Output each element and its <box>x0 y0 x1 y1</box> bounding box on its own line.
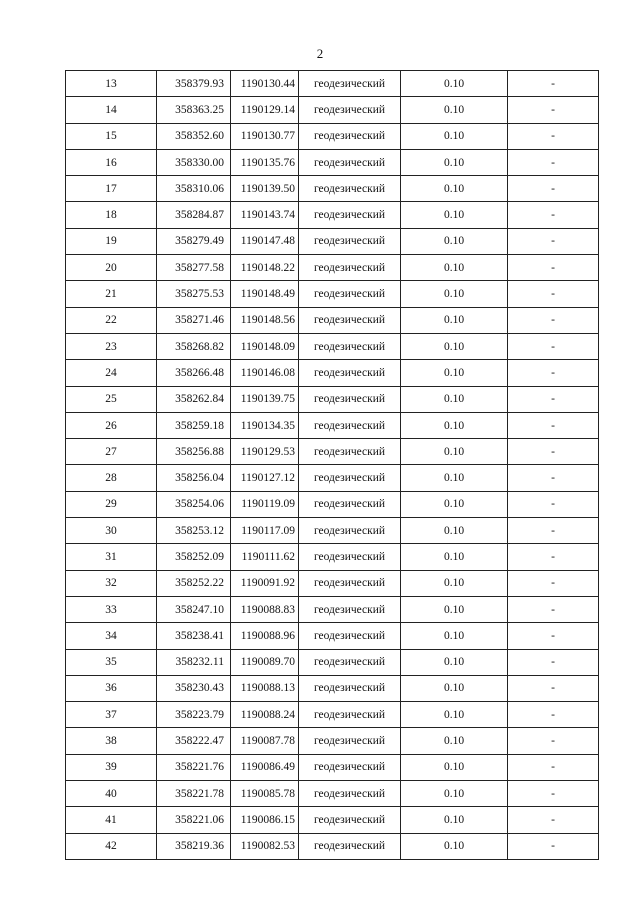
table-row <box>66 439 599 465</box>
y-coordinate-cell: 1190088.83 <box>231 596 299 622</box>
point-number-cell: 17 <box>66 176 157 202</box>
table-row <box>66 596 599 622</box>
method-cell: геодезический <box>299 228 401 254</box>
description-cell: - <box>508 228 599 254</box>
description-cell: - <box>508 649 599 675</box>
table-row <box>66 202 599 228</box>
method-cell: геодезический <box>299 675 401 701</box>
y-coordinate-cell: 1190088.24 <box>231 702 299 728</box>
point-number-cell: 26 <box>66 412 157 438</box>
point-number-cell: 32 <box>66 570 157 596</box>
method-cell: геодезический <box>299 97 401 123</box>
description-cell: - <box>508 623 599 649</box>
accuracy-cell: 0.10 <box>401 754 508 780</box>
point-number-cell: 34 <box>66 623 157 649</box>
x-coordinate-cell: 358254.06 <box>157 491 231 517</box>
x-coordinate-cell: 358271.46 <box>157 307 231 333</box>
method-cell: геодезический <box>299 149 401 175</box>
x-coordinate-cell: 358266.48 <box>157 360 231 386</box>
method-cell: геодезический <box>299 491 401 517</box>
method-cell: геодезический <box>299 71 401 97</box>
table-row <box>66 360 599 386</box>
method-cell: геодезический <box>299 412 401 438</box>
method-cell: геодезический <box>299 702 401 728</box>
point-number-cell: 33 <box>66 596 157 622</box>
method-cell: геодезический <box>299 255 401 281</box>
point-number-cell: 30 <box>66 518 157 544</box>
x-coordinate-cell: 358219.36 <box>157 833 231 859</box>
method-cell: геодезический <box>299 176 401 202</box>
table-row <box>66 807 599 833</box>
y-coordinate-cell: 1190111.62 <box>231 544 299 570</box>
accuracy-cell: 0.10 <box>401 518 508 544</box>
x-coordinate-cell: 358230.43 <box>157 675 231 701</box>
description-cell: - <box>508 465 599 491</box>
point-number-cell: 15 <box>66 123 157 149</box>
point-number-cell: 29 <box>66 491 157 517</box>
table-row <box>66 781 599 807</box>
y-coordinate-cell: 1190139.50 <box>231 176 299 202</box>
point-number-cell: 39 <box>66 754 157 780</box>
table-row <box>66 570 599 596</box>
table-row <box>66 228 599 254</box>
table-row <box>66 412 599 438</box>
accuracy-cell: 0.10 <box>401 728 508 754</box>
accuracy-cell: 0.10 <box>401 491 508 517</box>
y-coordinate-cell: 1190086.15 <box>231 807 299 833</box>
table-row <box>66 386 599 412</box>
table-row <box>66 675 599 701</box>
method-cell: геодезический <box>299 596 401 622</box>
point-number-cell: 23 <box>66 333 157 359</box>
x-coordinate-cell: 358330.00 <box>157 149 231 175</box>
point-number-cell: 31 <box>66 544 157 570</box>
table-row <box>66 833 599 859</box>
accuracy-cell: 0.10 <box>401 781 508 807</box>
description-cell: - <box>508 754 599 780</box>
method-cell: геодезический <box>299 781 401 807</box>
table-row <box>66 333 599 359</box>
page-number: 2 <box>316 46 324 61</box>
description-cell: - <box>508 596 599 622</box>
point-number-cell: 14 <box>66 97 157 123</box>
x-coordinate-cell: 358256.88 <box>157 439 231 465</box>
x-coordinate-cell: 358223.79 <box>157 702 231 728</box>
table-row <box>66 465 599 491</box>
y-coordinate-cell: 1190134.35 <box>231 412 299 438</box>
point-number-cell: 22 <box>66 307 157 333</box>
point-number-cell: 25 <box>66 386 157 412</box>
accuracy-cell: 0.10 <box>401 281 508 307</box>
description-cell: - <box>508 702 599 728</box>
accuracy-cell: 0.10 <box>401 386 508 412</box>
coordinates-table <box>65 70 599 860</box>
accuracy-cell: 0.10 <box>401 833 508 859</box>
point-number-cell: 37 <box>66 702 157 728</box>
y-coordinate-cell: 1190119.09 <box>231 491 299 517</box>
x-coordinate-cell: 358238.41 <box>157 623 231 649</box>
point-number-cell: 21 <box>66 281 157 307</box>
method-cell: геодезический <box>299 570 401 596</box>
x-coordinate-cell: 358268.82 <box>157 333 231 359</box>
y-coordinate-cell: 1190148.09 <box>231 333 299 359</box>
y-coordinate-cell: 1190130.77 <box>231 123 299 149</box>
x-coordinate-cell: 358284.87 <box>157 202 231 228</box>
x-coordinate-cell: 358279.49 <box>157 228 231 254</box>
description-cell: - <box>508 255 599 281</box>
table-row <box>66 702 599 728</box>
accuracy-cell: 0.10 <box>401 123 508 149</box>
table-row <box>66 754 599 780</box>
description-cell: - <box>508 518 599 544</box>
table-row <box>66 649 599 675</box>
description-cell: - <box>508 281 599 307</box>
description-cell: - <box>508 807 599 833</box>
y-coordinate-cell: 1190143.74 <box>231 202 299 228</box>
description-cell: - <box>508 833 599 859</box>
description-cell: - <box>508 570 599 596</box>
x-coordinate-cell: 358259.18 <box>157 412 231 438</box>
y-coordinate-cell: 1190130.44 <box>231 71 299 97</box>
point-number-cell: 13 <box>66 71 157 97</box>
y-coordinate-cell: 1190127.12 <box>231 465 299 491</box>
point-number-cell: 28 <box>66 465 157 491</box>
table-row <box>66 623 599 649</box>
table-row <box>66 149 599 175</box>
y-coordinate-cell: 1190148.22 <box>231 255 299 281</box>
description-cell: - <box>508 781 599 807</box>
accuracy-cell: 0.10 <box>401 702 508 728</box>
accuracy-cell: 0.10 <box>401 675 508 701</box>
y-coordinate-cell: 1190129.53 <box>231 439 299 465</box>
method-cell: геодезический <box>299 518 401 544</box>
accuracy-cell: 0.10 <box>401 202 508 228</box>
accuracy-cell: 0.10 <box>401 412 508 438</box>
method-cell: геодезический <box>299 649 401 675</box>
method-cell: геодезический <box>299 833 401 859</box>
y-coordinate-cell: 1190088.96 <box>231 623 299 649</box>
accuracy-cell: 0.10 <box>401 465 508 491</box>
point-number-cell: 27 <box>66 439 157 465</box>
y-coordinate-cell: 1190089.70 <box>231 649 299 675</box>
description-cell: - <box>508 360 599 386</box>
method-cell: геодезический <box>299 386 401 412</box>
description-cell: - <box>508 728 599 754</box>
table-row <box>66 97 599 123</box>
point-number-cell: 16 <box>66 149 157 175</box>
accuracy-cell: 0.10 <box>401 255 508 281</box>
table-row <box>66 307 599 333</box>
description-cell: - <box>508 202 599 228</box>
y-coordinate-cell: 1190091.92 <box>231 570 299 596</box>
x-coordinate-cell: 358262.84 <box>157 386 231 412</box>
table-row <box>66 71 599 97</box>
x-coordinate-cell: 358222.47 <box>157 728 231 754</box>
description-cell: - <box>508 544 599 570</box>
y-coordinate-cell: 1190139.75 <box>231 386 299 412</box>
x-coordinate-cell: 358275.53 <box>157 281 231 307</box>
method-cell: геодезический <box>299 465 401 491</box>
description-cell: - <box>508 386 599 412</box>
method-cell: геодезический <box>299 307 401 333</box>
point-number-cell: 18 <box>66 202 157 228</box>
table-row <box>66 544 599 570</box>
method-cell: геодезический <box>299 439 401 465</box>
description-cell: - <box>508 149 599 175</box>
x-coordinate-cell: 358232.11 <box>157 649 231 675</box>
description-cell: - <box>508 675 599 701</box>
accuracy-cell: 0.10 <box>401 570 508 596</box>
description-cell: - <box>508 333 599 359</box>
description-cell: - <box>508 97 599 123</box>
y-coordinate-cell: 1190148.56 <box>231 307 299 333</box>
y-coordinate-cell: 1190086.49 <box>231 754 299 780</box>
y-coordinate-cell: 1190148.49 <box>231 281 299 307</box>
y-coordinate-cell: 1190085.78 <box>231 781 299 807</box>
accuracy-cell: 0.10 <box>401 623 508 649</box>
method-cell: геодезический <box>299 281 401 307</box>
y-coordinate-cell: 1190087.78 <box>231 728 299 754</box>
x-coordinate-cell: 358252.09 <box>157 544 231 570</box>
y-coordinate-cell: 1190117.09 <box>231 518 299 544</box>
accuracy-cell: 0.10 <box>401 307 508 333</box>
x-coordinate-cell: 358277.58 <box>157 255 231 281</box>
accuracy-cell: 0.10 <box>401 333 508 359</box>
method-cell: геодезический <box>299 623 401 649</box>
table-row <box>66 728 599 754</box>
accuracy-cell: 0.10 <box>401 228 508 254</box>
x-coordinate-cell: 358363.25 <box>157 97 231 123</box>
coordinates-table-body <box>66 71 599 860</box>
x-coordinate-cell: 358379.93 <box>157 71 231 97</box>
accuracy-cell: 0.10 <box>401 149 508 175</box>
description-cell: - <box>508 412 599 438</box>
description-cell: - <box>508 123 599 149</box>
x-coordinate-cell: 358247.10 <box>157 596 231 622</box>
method-cell: геодезический <box>299 754 401 780</box>
table-row <box>66 491 599 517</box>
point-number-cell: 41 <box>66 807 157 833</box>
point-number-cell: 42 <box>66 833 157 859</box>
table-row <box>66 281 599 307</box>
table-row <box>66 518 599 544</box>
description-cell: - <box>508 307 599 333</box>
y-coordinate-cell: 1190082.53 <box>231 833 299 859</box>
accuracy-cell: 0.10 <box>401 544 508 570</box>
point-number-cell: 19 <box>66 228 157 254</box>
method-cell: геодезический <box>299 807 401 833</box>
accuracy-cell: 0.10 <box>401 649 508 675</box>
x-coordinate-cell: 358221.76 <box>157 754 231 780</box>
method-cell: геодезический <box>299 123 401 149</box>
table-row <box>66 255 599 281</box>
x-coordinate-cell: 358221.06 <box>157 807 231 833</box>
method-cell: геодезический <box>299 728 401 754</box>
method-cell: геодезический <box>299 333 401 359</box>
x-coordinate-cell: 358310.06 <box>157 176 231 202</box>
accuracy-cell: 0.10 <box>401 596 508 622</box>
accuracy-cell: 0.10 <box>401 71 508 97</box>
table-row <box>66 123 599 149</box>
y-coordinate-cell: 1190135.76 <box>231 149 299 175</box>
description-cell: - <box>508 176 599 202</box>
description-cell: - <box>508 491 599 517</box>
description-cell: - <box>508 71 599 97</box>
x-coordinate-cell: 358253.12 <box>157 518 231 544</box>
accuracy-cell: 0.10 <box>401 439 508 465</box>
method-cell: геодезический <box>299 360 401 386</box>
x-coordinate-cell: 358256.04 <box>157 465 231 491</box>
y-coordinate-cell: 1190088.13 <box>231 675 299 701</box>
accuracy-cell: 0.10 <box>401 807 508 833</box>
method-cell: геодезический <box>299 544 401 570</box>
accuracy-cell: 0.10 <box>401 176 508 202</box>
method-cell: геодезический <box>299 202 401 228</box>
point-number-cell: 35 <box>66 649 157 675</box>
point-number-cell: 20 <box>66 255 157 281</box>
y-coordinate-cell: 1190147.48 <box>231 228 299 254</box>
x-coordinate-cell: 358221.78 <box>157 781 231 807</box>
x-coordinate-cell: 358352.60 <box>157 123 231 149</box>
accuracy-cell: 0.10 <box>401 97 508 123</box>
point-number-cell: 38 <box>66 728 157 754</box>
table-row <box>66 176 599 202</box>
point-number-cell: 36 <box>66 675 157 701</box>
x-coordinate-cell: 358252.22 <box>157 570 231 596</box>
accuracy-cell: 0.10 <box>401 360 508 386</box>
y-coordinate-cell: 1190146.08 <box>231 360 299 386</box>
y-coordinate-cell: 1190129.14 <box>231 97 299 123</box>
point-number-cell: 40 <box>66 781 157 807</box>
point-number-cell: 24 <box>66 360 157 386</box>
description-cell: - <box>508 439 599 465</box>
